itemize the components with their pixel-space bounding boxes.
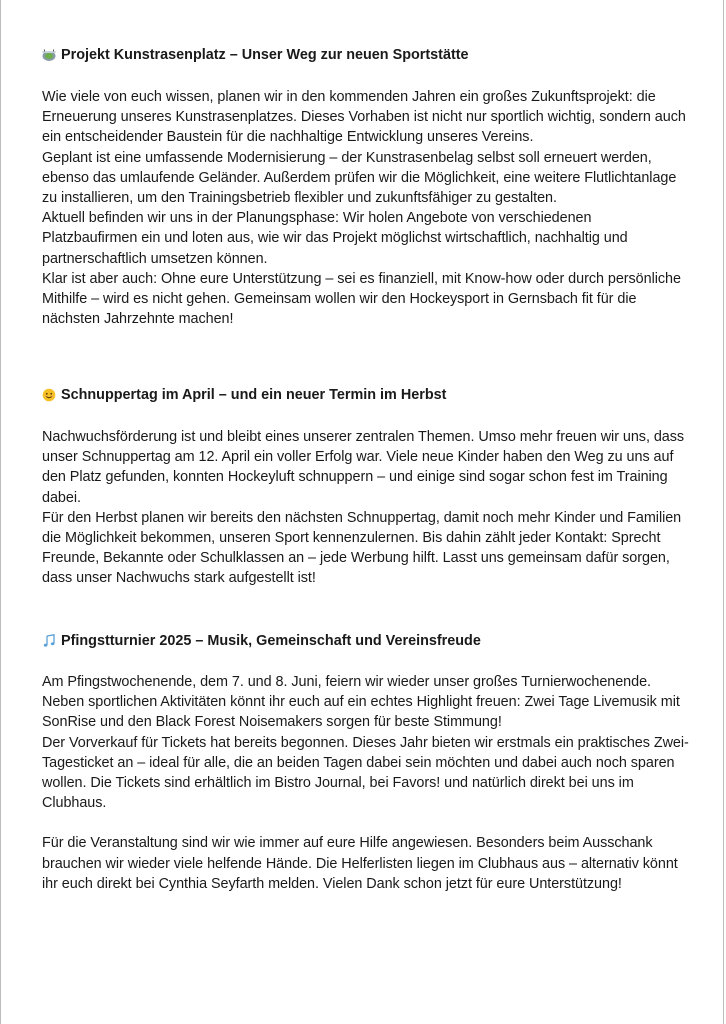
section-schnuppertag: [42, 386, 690, 589]
section-heading: [42, 46, 690, 64]
section-pfingstturnier: [42, 632, 690, 894]
paragraph: Für den Herbst planen wir bereits den nächsten Schnuppertag, damit noch mehr Kinder und Familien die Möglichkeit bekommen, unseren Sport kennenzulernen. Bis dahin zählt jeder Kontakt: Sprecht Freunde, Bekannte oder Schulklassen an – jede Werbung hilft. Lasst uns gemeinsam dafür sorgen, dass unser Nachwuchs stark aufgestellt ist!: [42, 509, 682, 587]
section-kunstrasenplatz: [42, 46, 690, 329]
paragraph: Geplant ist eine umfassende Modernisierung – der Kunstrasenbelag selbst soll erneuert werden, ebenso das umlaufende Geländer. Außerdem prüfen wir die Möglichkeit, eine weitere Flutlichtanlage zu installieren, um den Trainingsbetrieb flexibler und zukunftsfähiger zu gestalten.: [42, 149, 677, 207]
section-title: Pfingstturnier 2025 – Musik, Gemeinschaft und Vereinsfreude: [61, 633, 481, 649]
paragraph: Nachwuchsförderung ist und bleibt eines unserer zentralen Themen. Umso mehr freuen wir uns, dass unser Schnuppertag am 12. April ein voller Erfolg war. Viele neue Kinder haben den Weg zu uns auf den Platz gefunden, konnten Hockeyluft schnuppern – und einige sind sogar schon fest im Training dabei.: [42, 429, 685, 506]
paragraph: Für die Veranstaltung sind wir wie immer auf eure Hilfe angewiesen. Besonders beim Ausschank brauchen wir wieder viele helfende Hände. Die Helferlisten liegen im Clubhaus aus – alternativ könnt ihr euch direkt bei Cynthia Seyfarth melden. Vielen Dank schon jetzt für eure Unterstützung!: [42, 835, 678, 892]
section-heading: [42, 386, 690, 404]
section-title: Projekt Kunstrasenplatz – Unser Weg zur neuen Sportstätte: [61, 47, 469, 63]
paragraph: Wie viele von euch wissen, planen wir in den kommenden Jahren ein großes Zukunftsprojekt: die Erneuerung unseres Kunstrasenplatzes. Dieses Vorhaben ist nicht nur sportlich wichtig, sondern auch ein entscheidender Baustein für die nachhaltige Entwicklung unseres Vereins.: [42, 89, 686, 146]
paragraph: Aktuell befinden wir uns in der Planungsphase: Wir holen Angebote von verschiedenen Platzbaufirmen ein und loten aus, wie wir das Projekt möglichst wirtschaftlich, nachhaltig und partnerschaftlich umsetzen können.: [42, 210, 628, 267]
music-notes-icon: [42, 634, 56, 648]
paragraph: Der Vorverkauf für Tickets hat bereits begonnen. Dieses Jahr bieten wir erstmals ein praktisches Zwei-Tagesticket an – ideal für alle, die an beiden Tagen dabei sein möchten und dabei auch noch sparen wollen. Die Tickets sind erhältlich im Bistro Journal, bei Favors! und natürlich direkt bei uns im Clubhaus.: [42, 734, 689, 812]
stadium-icon: [42, 48, 56, 62]
paragraph: Am Pfingstwochenende, dem 7. und 8. Juni, feiern wir wieder unser großes Turnierwochenende. Neben sportlichen Aktivitäten könnt ihr euch auf ein echtes Highlight freuen: Zwei Tage Livemusik mit SonRise und den Black Forest Noisemakers sorgen für beste Stimmung!: [42, 674, 680, 731]
paragraph: Klar ist aber auch: Ohne eure Unterstützung – sei es finanziell, mit Know-how oder durch persönliche Mithilfe – wird es nicht gehen. Gemeinsam wollen wir den Hockeysport in Gernsbach fit für die nächsten Jahrzehnte machen!: [42, 270, 681, 328]
smiling-face-icon: [42, 388, 56, 402]
section-title: Schnuppertag im April – und ein neuer Termin im Herbst: [61, 387, 447, 403]
section-heading: [42, 632, 690, 650]
